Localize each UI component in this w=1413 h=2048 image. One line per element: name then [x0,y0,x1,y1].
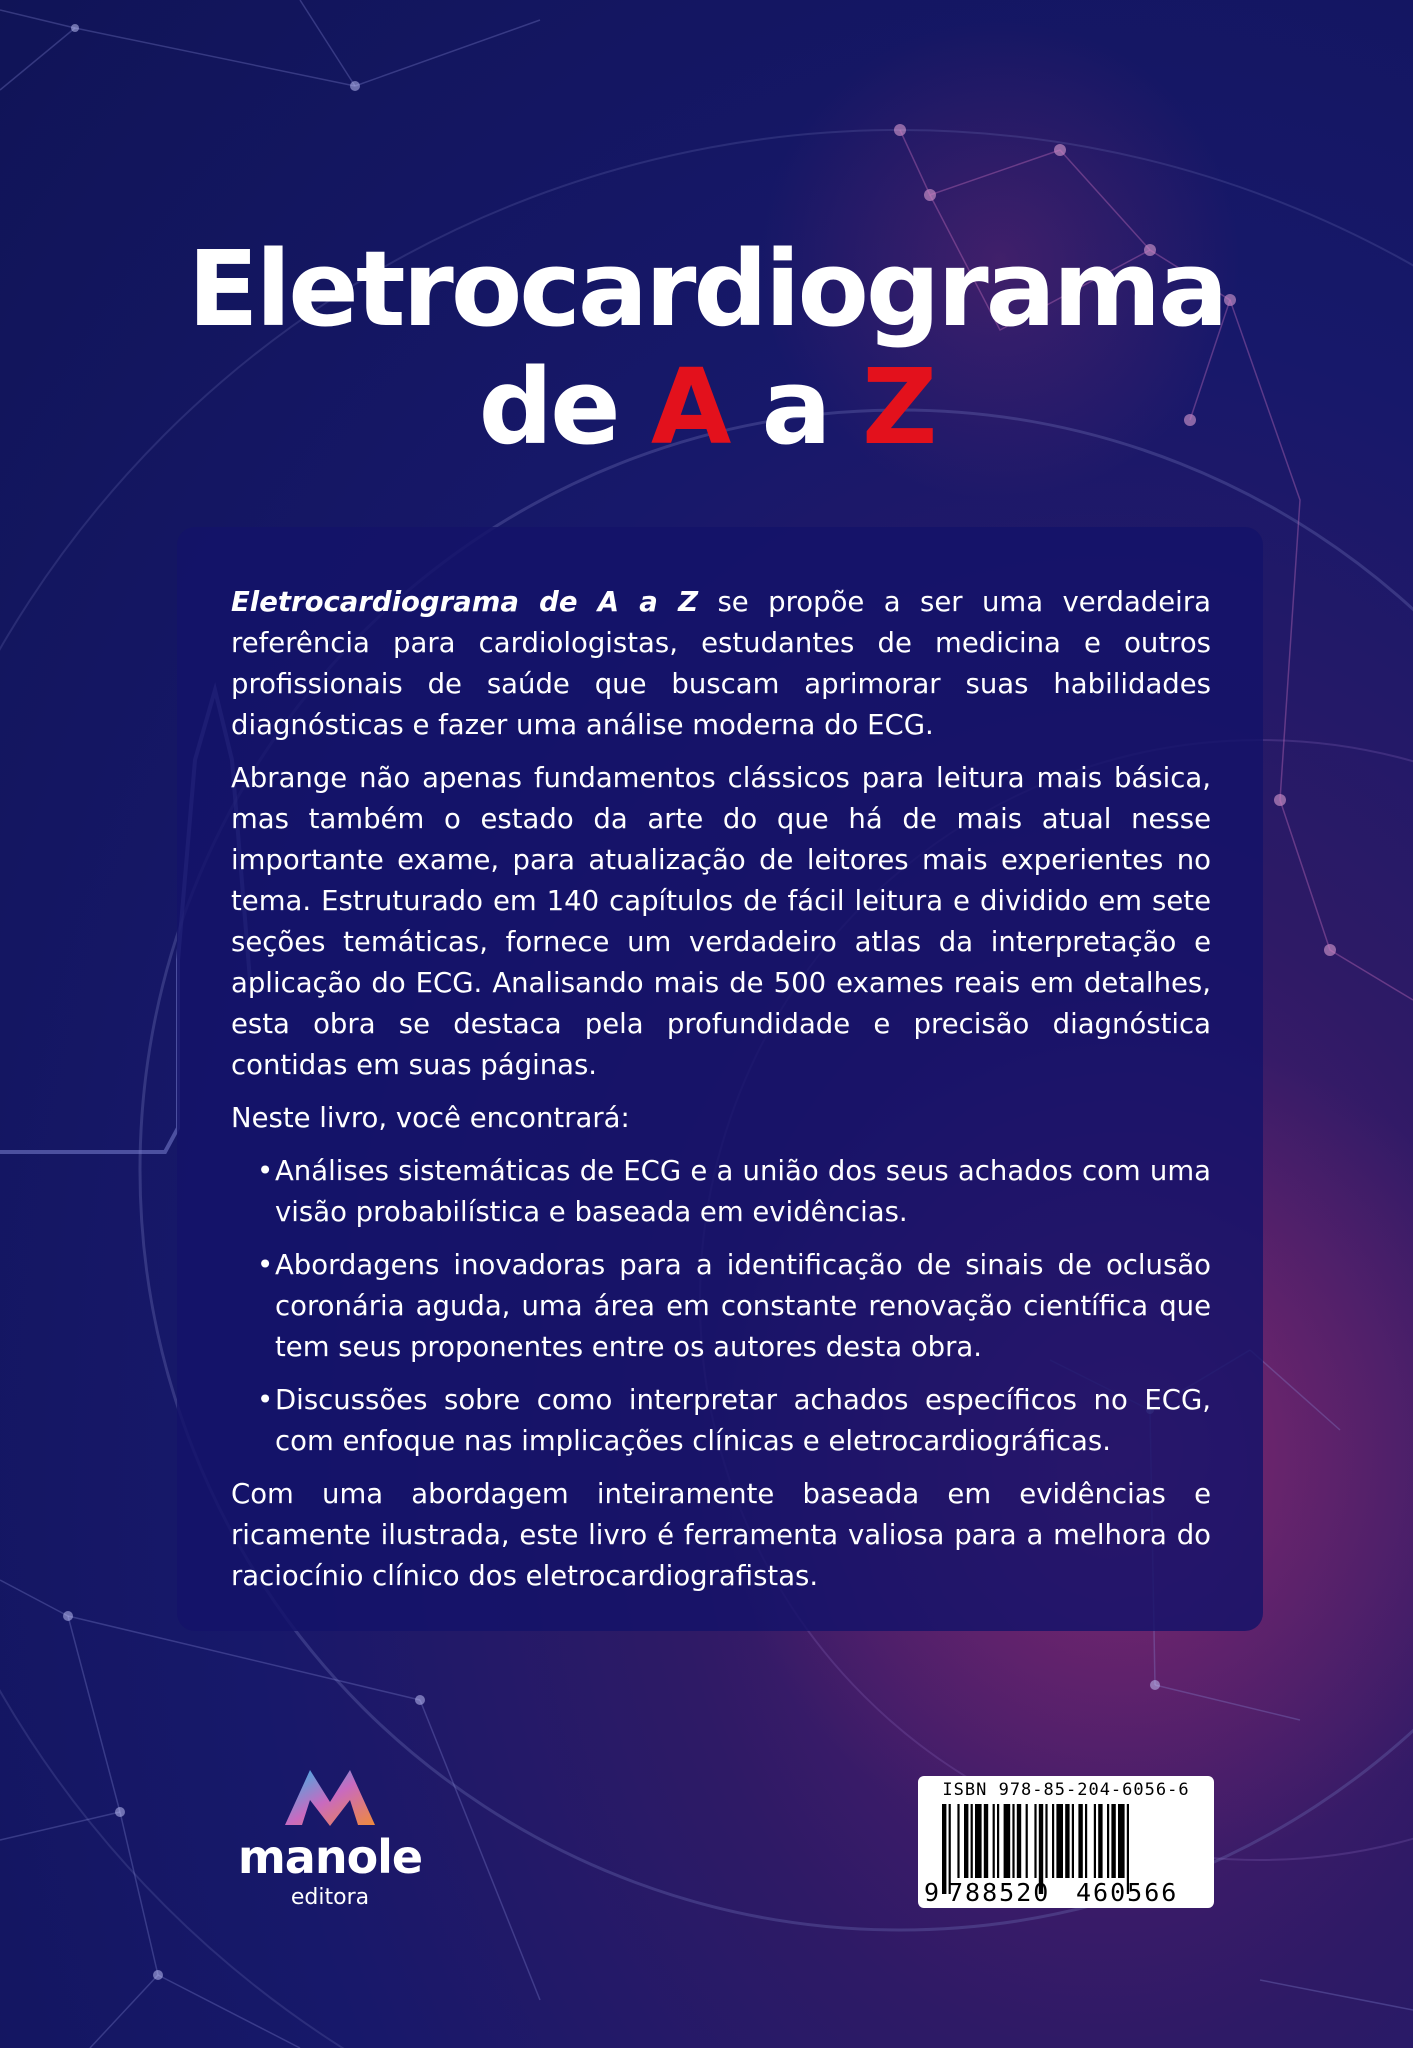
barcode-bar [1052,1804,1054,1878]
barcode-bar [1085,1804,1087,1878]
barcode-digit-group1: 788520 [948,1878,1051,1907]
paragraph-intro [231,582,1211,746]
title-a-upper: A [650,346,729,468]
description-text [231,582,1211,1609]
paragraph-list-intro: Neste livro, você encontrará: [231,1102,630,1134]
paragraph-scope: Abrange não apenas fundamentos clássicos para leitura mais básica, mas também o estado da arte do que há de mais atual nesse importante exame, para atualização de leitores mais experientes no tema. Estruturado em 140 capítulos de fácil leitura e dividido em sete seções temáticas, fornece um verdadeiro atlas da interpretação e aplicação do ECG. Analisando mais de 500 exames reais em detalhes, esta obra se destaca pela profundidade e precisão diagnóstica contidas em suas páginas. [231,762,1211,1081]
list-item [231,1380,1211,1462]
barcode-bar [1026,1804,1028,1878]
book-title [0,230,1413,466]
intro-text: se propõe a ser uma verdadeira referência para cardiologistas, estudantes de medicina e outros profissionais de saúde que buscam aprimorar suas habilidades diagnósticas e fazer uma análise moderna do ECG. [231,586,1211,741]
barcode-bar [971,1804,973,1878]
isbn-label: ISBN 978-85-204-6056-6 [942,1780,1190,1800]
bullet: • [257,1384,274,1416]
barcode-bar [1107,1804,1109,1878]
barcode-bar [964,1804,968,1878]
list-item-text: Abordagens inovadoras para a identificação de sinais de oclusão coronária aguda, uma área em constante renovação científica que tem seus proponentes entre os autores desta obra. [275,1249,1211,1363]
manole-logo-icon [230,1760,430,1830]
barcode-bar [1034,1804,1036,1878]
barcode-bar [1056,1804,1063,1878]
bullet: • [257,1155,274,1187]
barcode-bar [1045,1804,1047,1878]
barcode-bar [997,1804,999,1878]
barcode-bar [1072,1804,1074,1878]
barcode-bar [1078,1804,1082,1878]
publisher-sub: editora [290,1885,370,1910]
barcode-bar [1017,1804,1021,1878]
barcode-bar [957,1804,959,1878]
bullet: • [257,1249,274,1281]
publisher-logo [230,1760,430,1910]
barcode-bar [984,1804,988,1878]
barcode-bar [942,1804,946,1894]
barcode-digit-group2: 460566 [1076,1878,1179,1907]
feature-list [231,1151,1211,1462]
publisher-name: manole [237,1830,423,1884]
barcode-digit-first: 9 [924,1878,940,1907]
title-a-lower: a [761,346,829,468]
title-de: de [478,346,618,468]
barcode-bar [1118,1804,1125,1878]
list-item-text: Discussões sobre como interpretar achados específicos no ECG, com enfoque nas implicações clínicas e eletrocardiográficas. [275,1384,1211,1457]
title-z: Z [861,346,935,468]
barcode-bar [1065,1804,1069,1878]
barcode-bar [1098,1804,1102,1878]
title-line1: Eletrocardiograma [187,228,1226,350]
barcode-bar [993,1804,995,1878]
barcode-bar [975,1804,982,1878]
barcode-bar [1111,1804,1115,1878]
barcode-bar [1012,1804,1014,1878]
paragraph-closing: Com uma abordagem inteiramente baseada em evidências e ricamente ilustrada, este livro é ferramenta valiosa para a melhora do raciocínio clínico dos eletrocardiografistas. [231,1478,1211,1592]
title-line2 [0,348,1413,466]
list-item [231,1245,1211,1368]
barcode-bar [1004,1804,1011,1878]
barcode-bar [1094,1804,1096,1878]
intro-bold-title: Eletrocardiograma de A a Z [231,586,699,618]
list-item-text: Análises sistemáticas de ECG e a união dos seus achados com uma visão probabilística e baseada em evidências. [275,1155,1211,1228]
isbn-barcode [918,1776,1214,1908]
list-item [231,1151,1211,1233]
